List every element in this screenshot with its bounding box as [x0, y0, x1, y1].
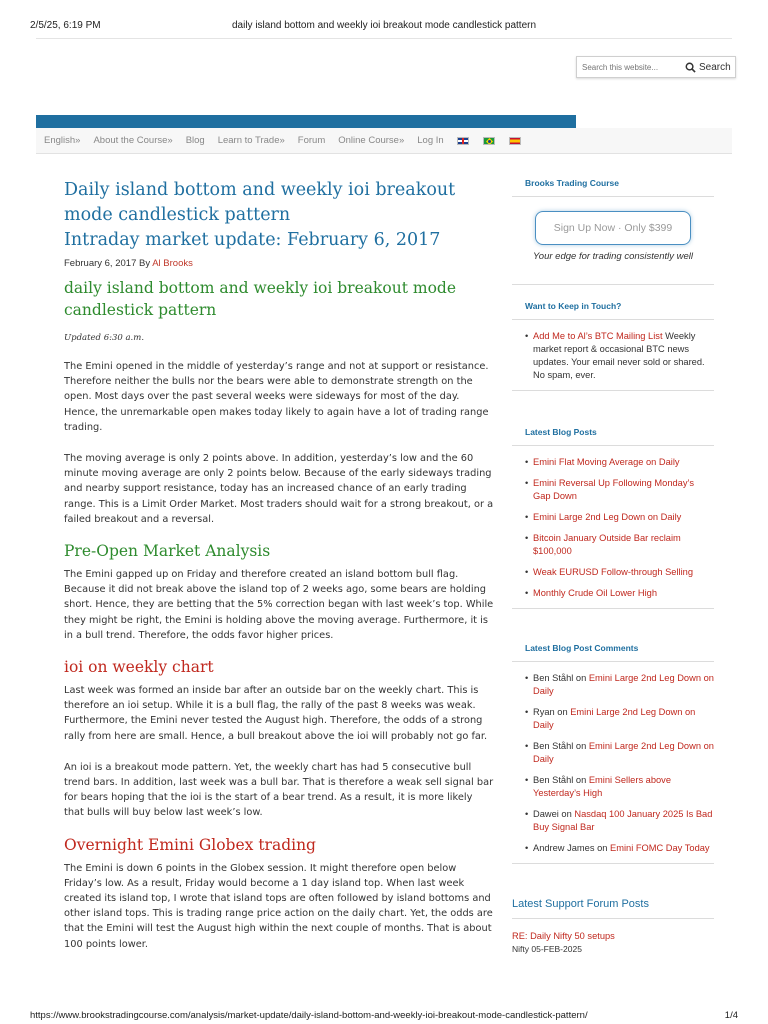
article [64, 178, 494, 952]
print-document-title: daily island bottom and weekly ioi breakout mode candlestick pattern [231, 20, 537, 31]
post-link[interactable]: Weak EURUSD Follow-through Selling [533, 567, 694, 577]
search-input[interactable] [582, 60, 678, 75]
search-button-label: Search [699, 62, 731, 73]
comment-author: Andrew James [533, 843, 595, 853]
nav-about-course[interactable]: About the Course» [93, 135, 173, 146]
search-icon [685, 62, 696, 73]
sidebar [512, 172, 714, 954]
divider [512, 863, 714, 864]
divider [512, 319, 714, 320]
article-title [64, 178, 494, 253]
paragraph-moving-average: The moving average is only 2 points above. In addition, yesterday’s low and the 60 minute moving average are only 2 points below. Because of the early sideways trading and nearby support resistance, today has an increased chance of an early trading range. This is a Limit Order Market. Most traders should wait for a strong breakout, or a failed breakout and a reversal. [64, 453, 494, 525]
divider [512, 390, 714, 391]
paragraph-ioi-1: Last week was formed an inside bar after an outside bar on the weekly chart. This is therefore an ioi setup. While it is a bull flag, the rally of the past 8 weeks was weak. Furthermore, the Emini never tested the August high. Therefore, the odds of a strong rally from here are small. Hence, a bull breakout above the ioi will probably not go far. [64, 685, 488, 742]
comment-post-link[interactable]: Emini Large 2nd Leg Down on Daily [533, 707, 696, 730]
list-item [525, 330, 714, 382]
nav-forum[interactable]: Forum [297, 135, 326, 146]
post-link[interactable]: Bitcoin January Outside Bar reclaim $100,000 [533, 533, 681, 556]
byline [64, 258, 494, 269]
print-datetime: 2/5/25, 6:19 PM [30, 20, 101, 31]
paragraph-open: The Emini opened in the middle of yesterday’s range and not at support or resistance. Therefore neither the bulls nor the bears were able to demonstrate strength on the open. Most days over the past several weeks were sideways for most of the day. Hence, the unremarkable open makes today likely to again have a lot of trading range trading. [64, 361, 489, 433]
list-item [525, 587, 714, 600]
list-item [525, 477, 714, 503]
article-title-line3: Intraday market update: February 6, 2017 [64, 230, 441, 250]
updated-time: Updated 6:30 a.m. [64, 333, 145, 343]
brazil-flag-icon[interactable] [483, 137, 495, 145]
spain-flag-icon[interactable] [509, 137, 521, 145]
course-tagline: Your edge for trading consistently well [532, 251, 693, 262]
post-link[interactable]: Emini Reversal Up Following Monday’s Gap Down [533, 478, 695, 501]
nav-blog[interactable]: Blog [185, 135, 205, 146]
divider [512, 608, 714, 609]
uk-flag-icon[interactable] [457, 137, 469, 145]
comment-author: Ryan [533, 707, 555, 717]
divider [512, 661, 714, 662]
list-item [525, 672, 714, 698]
list-item [525, 808, 714, 834]
main-nav [36, 128, 732, 154]
search-box [576, 56, 736, 78]
nav-english[interactable]: English» [44, 135, 81, 146]
comment-post-link[interactable]: Emini FOMC Day Today [610, 843, 710, 853]
comment-post-link[interactable]: Emini Large 2nd Leg Down on Daily [533, 741, 714, 764]
list-item [525, 456, 714, 469]
keep-in-touch-title: Want to Keep in Touch? [525, 301, 622, 311]
mailing-list-link[interactable]: Add Me to Al’s BTC Mailing List [533, 331, 663, 341]
sign-up-button[interactable]: Sign Up Now · Only $399 [535, 211, 691, 245]
divider [512, 196, 714, 197]
paragraph-ioi-2: An ioi is a breakout mode pattern. Yet, the weekly chart has had 5 consecutive bull trend bars. In addition, last week was a bull bar. That is therefore a weak sell signal bar for bears hoping that the ioi is the start of a bear trend. As a result, it is more likely that bulls will buy below last week’s low. [64, 761, 494, 819]
paragraph-globex: The Emini is down 6 points in the Globex session. It might therefore open below Friday’s low. As a result, Friday would become a 1 day island top. When last week created its island top, I wrote that island tops are often followed by island bottoms and other island tops. This is trading range price action on the daily chart. Yet, the odds are that the Emini will test the August high within the next couple of months. That is about 100 points lower. [64, 862, 493, 950]
list-item [525, 706, 714, 732]
latest-comments-list [512, 672, 714, 855]
post-date: February 6, 2017 By [64, 258, 153, 269]
course-widget-title: Brooks Trading Course [525, 178, 619, 188]
comment-on: on [594, 843, 611, 853]
divider [512, 284, 714, 285]
list-item [525, 740, 714, 766]
keep-in-touch-list [512, 330, 714, 382]
print-url: https://www.brookstradingcourse.com/analysis/market-update/daily-island-bottom-and-weekly-ioi-breakout-mode-candlestick-pattern/ [30, 1010, 588, 1021]
nav-log-in[interactable]: Log In [417, 135, 444, 146]
article-title-line1: Daily island bottom and weekly ioi breakout [64, 180, 456, 200]
comment-post-link[interactable]: Emini Sellers above Yesterday’s High [533, 775, 672, 798]
paragraph-pre-open: The Emini gapped up on Friday and therefore created an island bottom bull flag. Because it did not break above the island top of 2 weeks ago, some bears are holding short. Hence, they are betting that the 5% correction began with last week’s top. While they might be right, the Emini is holding above the moving average. Furthermore, it is in a bull trend. Therefore, the odds favor higher prices. [64, 569, 494, 641]
divider [512, 445, 714, 446]
brand-bar [36, 115, 576, 128]
mailing-list-text: Weekly market report & occasional BTC news updates. Your email never sold or shared. No spam, ever. [533, 331, 705, 380]
latest-posts-list [512, 456, 714, 600]
header-divider [36, 38, 732, 39]
divider [512, 918, 714, 919]
list-item [525, 532, 714, 558]
nav-online-course[interactable]: Online Course» [338, 135, 405, 146]
comment-post-link[interactable]: Emini Large 2nd Leg Down on Daily [533, 673, 714, 696]
comment-author: Ben Ståhl [533, 741, 574, 751]
post-link[interactable]: Emini Flat Moving Average on Daily [533, 457, 680, 467]
post-link[interactable]: Monthly Crude Oil Lower High [533, 588, 658, 598]
forum-post-meta: Nifty 05-FEB-2025 [512, 944, 582, 954]
comment-on: on [573, 775, 589, 785]
list-item [525, 511, 714, 524]
comment-author: Ben Ståhl [533, 673, 574, 683]
heading-globex: Overnight Emini Globex trading [64, 835, 316, 854]
list-item [525, 566, 714, 579]
nav-learn-to-trade[interactable]: Learn to Trade» [217, 135, 285, 146]
comment-post-link[interactable]: Nasdaq 100 January 2025 Is Bad Buy Signal Bar [533, 809, 713, 832]
heading-ioi-weekly: ioi on weekly chart [64, 658, 214, 677]
comment-author: Dawei [533, 809, 559, 819]
comment-author: Ben Ståhl [533, 775, 574, 785]
post-link[interactable]: Emini Large 2nd Leg Down on Daily [533, 512, 682, 522]
article-title-line2: mode candlestick pattern [64, 205, 291, 225]
latest-comments-title: Latest Blog Post Comments [525, 643, 639, 653]
search-button[interactable] [685, 60, 731, 75]
author-link[interactable]: Al Brooks [152, 258, 193, 269]
list-item [525, 774, 714, 800]
list-item [525, 842, 714, 855]
print-page-number: 1/4 [724, 1010, 738, 1021]
latest-posts-title: Latest Blog Posts [525, 427, 597, 437]
heading-pre-open: Pre-Open Market Analysis [64, 542, 271, 561]
forum-post-link[interactable]: RE: Daily Nifty 50 setups [512, 931, 615, 941]
comment-on: on [554, 707, 571, 717]
forum-posts-title: Latest Support Forum Posts [512, 898, 649, 910]
comment-on: on [558, 809, 575, 819]
comment-on: on [573, 741, 589, 751]
comment-on: on [573, 673, 589, 683]
article-subtitle: daily island bottom and weekly ioi breakout mode candlestick pattern [64, 279, 456, 319]
